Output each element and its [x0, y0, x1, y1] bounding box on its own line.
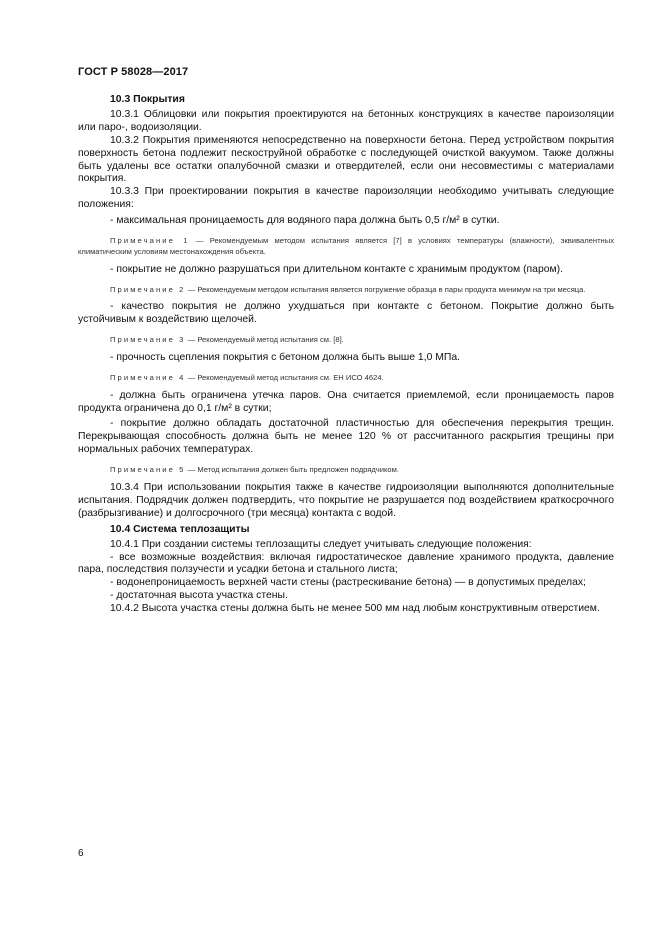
paragraph: - водонепроницаемость верхней части стены (растрескивание бетона) — в допустимых пределах; — [110, 577, 586, 589]
note-label: Примечание 3 — [110, 335, 186, 345]
list-item: - покрытие должно обладать достаточной пластичностью для обеспечения перекрытия трещин. Перекрывающая способность должна быть не менее 120 % от рассчитанного раскрытия трещины при нормальных рабочих температурах. — [78, 418, 614, 456]
note — [78, 236, 614, 258]
note — [78, 373, 614, 384]
note-label: Примечание 2 — [110, 284, 186, 294]
page-header: ГОСТ Р 58028—2017 — [78, 66, 189, 78]
note-label: Примечание 4 — [110, 372, 186, 382]
note-label: Примечание 1 — [110, 236, 190, 246]
paragraph: - все возможные воздействия: включая гидростатическое давление хранимого продукта, давление пара, последствия ползучести и усадки бетона и стального листа; — [78, 551, 614, 576]
paragraph: 10.4.1 При создании системы теплозащиты следует учитывать следующие положения: — [110, 538, 532, 550]
list-item: - покрытие не должно разрушаться при длительном контакте с хранимым продуктом (паром). — [110, 263, 563, 275]
note-text: — Рекомендуемый метод испытания см. ЕН ИСО 4624. — [185, 372, 384, 382]
paragraph: 10.3.2 Покрытия применяются непосредственно на поверхности бетона. Перед устройством покрытия поверхность бетона подлежит пескоструйной обработке с последующей очисткой вакуумом. Также должны быть удалены все остатки опалубочной смазки и отвердителей, если они несовместимы с материалами покрытия. — [78, 134, 614, 185]
paragraph: - достаточная высота участка стены. — [110, 590, 288, 602]
note-label: Примечание 5 — [110, 465, 186, 475]
section-heading: 10.3 Покрытия — [110, 94, 185, 105]
document-body — [78, 94, 614, 616]
list-item: - прочность сцепления покрытия с бетоном должна быть выше 1,0 МПа. — [110, 351, 461, 363]
page-number: 6 — [78, 848, 84, 859]
list-item: - максимальная проницаемость для водяного пара должна быть 0,5 г/м² в сутки. — [110, 215, 500, 227]
section-heading: 10.4 Система теплозащиты — [110, 523, 250, 535]
note-text: — Метод испытания должен быть предложен подрядчиком. — [185, 465, 399, 475]
list-item: - должна быть ограничена утечка паров. Она считается приемлемой, если проницаемость паров продукта ограничена до 0,1 г/м² в сутки; — [78, 389, 614, 414]
note-text: — Рекомендуемым методом испытания является [7] в условиях температуры (влажности), эквивалентных климатическим условиям местонахождения объекта. — [78, 236, 614, 256]
note-text: — Рекомендуемым методом испытания является погружение образца в пары продукта минимум на три месяца. — [185, 284, 586, 294]
paragraph: 10.3.1 Облицовки или покрытия проектируются на бетонных конструкциях в качестве пароизоляции или паро-, водоизоляции. — [78, 108, 614, 133]
note-text: — Рекомендуемый метод испытания см. [8]. — [185, 335, 344, 345]
list-item: - качество покрытия не должно ухудшаться при контакте с бетоном. Покрытие должно быть устойчивым к воздействию щелочей. — [78, 301, 614, 326]
paragraph: 10.4.2 Высота участка стены должна быть не менее 500 мм над любым конструктивным отверстием. — [110, 603, 600, 615]
note — [78, 335, 614, 346]
paragraph: 10.3.3 При проектировании покрытия в качестве пароизоляции необходимо учитывать следующие положения: — [78, 186, 614, 211]
note — [78, 285, 614, 296]
paragraph: 10.3.4 При использовании покрытия также в качестве гидроизоляции выполняются дополнительные испытания. Подрядчик должен подтвердить, что покрытие не разрушается под воздействием краткосрочного (разбрызгивание) и долгосрочного (три месяца) контакта с водой. — [78, 482, 614, 519]
note — [78, 465, 614, 476]
